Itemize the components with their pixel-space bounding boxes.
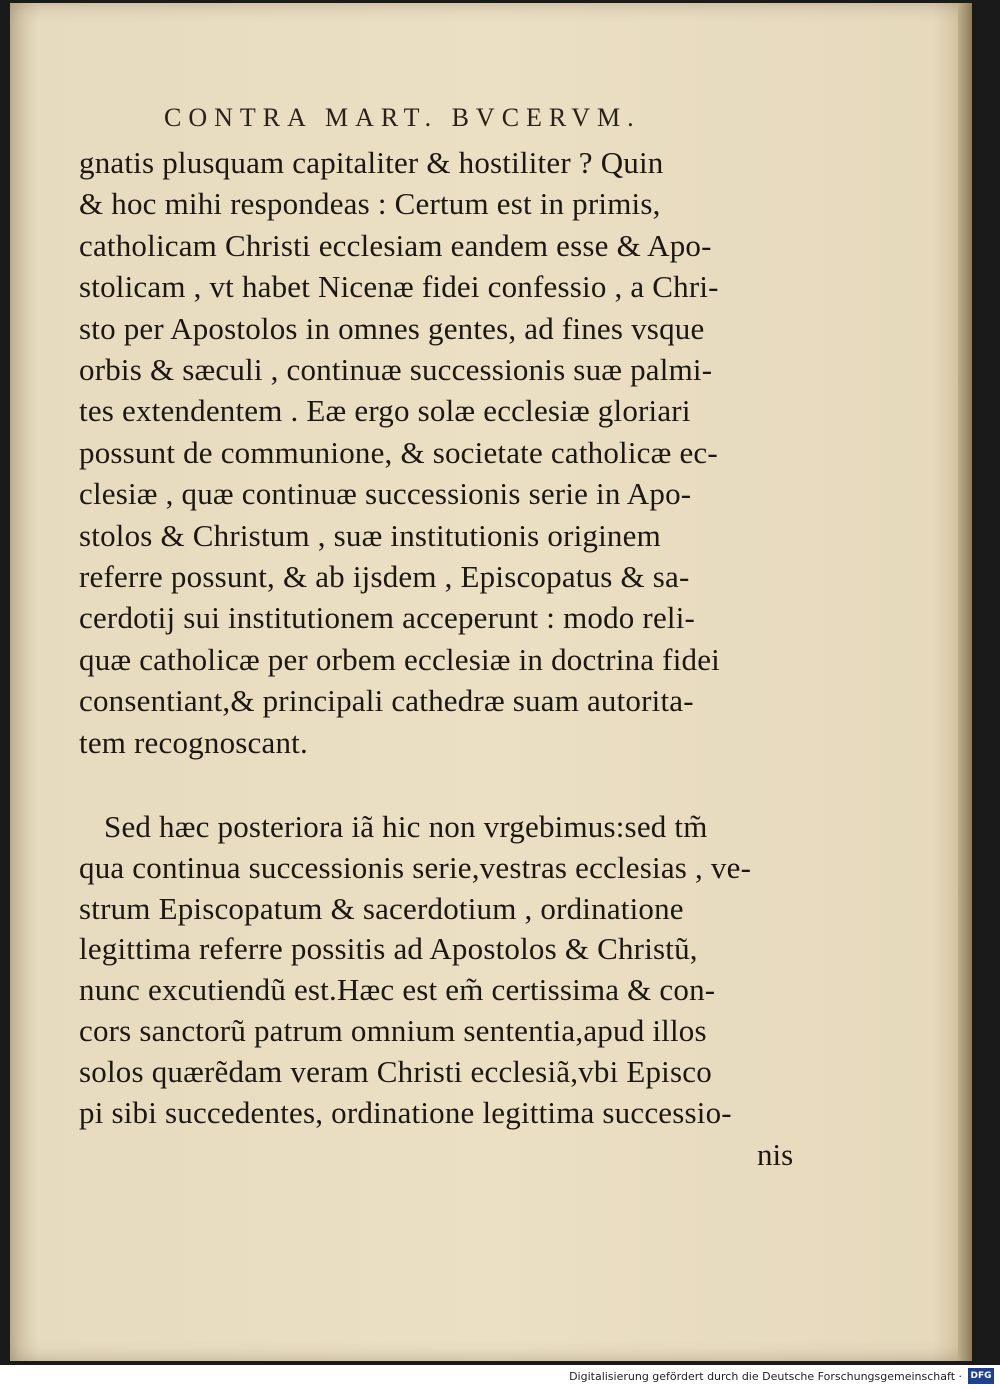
paragraph-2 [79,807,819,1133]
text-line: nunc excutiendũ est.Hæc est em̃ certissima & con- [79,972,716,1008]
catchword: nis [757,1137,794,1172]
page-edge [958,3,972,1361]
text-line: gnatis plusquam capitaliter & hostiliter ? Quin [79,145,664,180]
text-line: legittima referre possitis ad Apostolos & Christũ, [79,931,698,967]
digitization-credit: Digitalisierung gefördert durch die Deutsche Forschungsgemeinschaft · [569,1370,962,1383]
text-line: referre possunt, & ab ijsdem , Episcopatus & sa- [79,559,690,595]
text-line: sto per Apostolos in omnes gentes, ad fines vsque [79,310,705,346]
text-line: Sed hæc posteriora iã hic non vrgebimus:sed tm̃ [104,809,708,844]
text-line: tes extendentem . Eæ ergo solæ ecclesiæ gloriari [79,393,691,429]
paragraph-1 [79,142,819,763]
text-line: & hoc mihi respondeas : Certum est in primis, [79,186,661,222]
text-line: cerdotij sui institutionem acceperunt : modo reli- [79,600,696,636]
text-line: strum Episcopatum & sacerdotium , ordinatione [79,890,684,926]
text-line: clesiæ , quæ continuæ successionis serie in Apo- [79,476,692,512]
text-line: cors sanctorũ patrum omnium sententia,apud illos [79,1012,707,1048]
text-line: quæ catholicæ per orbem ecclesiæ in doctrina fidei [79,641,720,677]
text-line: catholicam Christi ecclesiam eandem esse & Apo- [79,227,712,263]
text-line: qua continua successionis serie,vestras ecclesias , ve- [79,849,752,885]
text-line: consentiant,& principali cathedræ suam autorita- [79,683,694,719]
dfg-logo-icon: DFG [968,1368,994,1384]
text-line: stolicam , vt habet Nicenæ fidei confessio , a Chri- [79,269,719,305]
text-line: orbis & sæculi , continuæ successionis suæ palmi- [79,352,713,388]
text-line: pi sibi succedentes, ordinatione legittima successio- [79,1094,732,1130]
text-line: solos quærẽdam veram Christi ecclesiã,vbi Episco [79,1053,712,1089]
text-line: possunt de communione, & societate catholicæ ec- [79,434,718,470]
running-head: CONTRA MART. BVCERVM. [164,103,641,132]
text-line: tem recognoscant. [79,724,308,760]
text-line: stolos & Christum , suæ institutionis originem [79,517,661,553]
